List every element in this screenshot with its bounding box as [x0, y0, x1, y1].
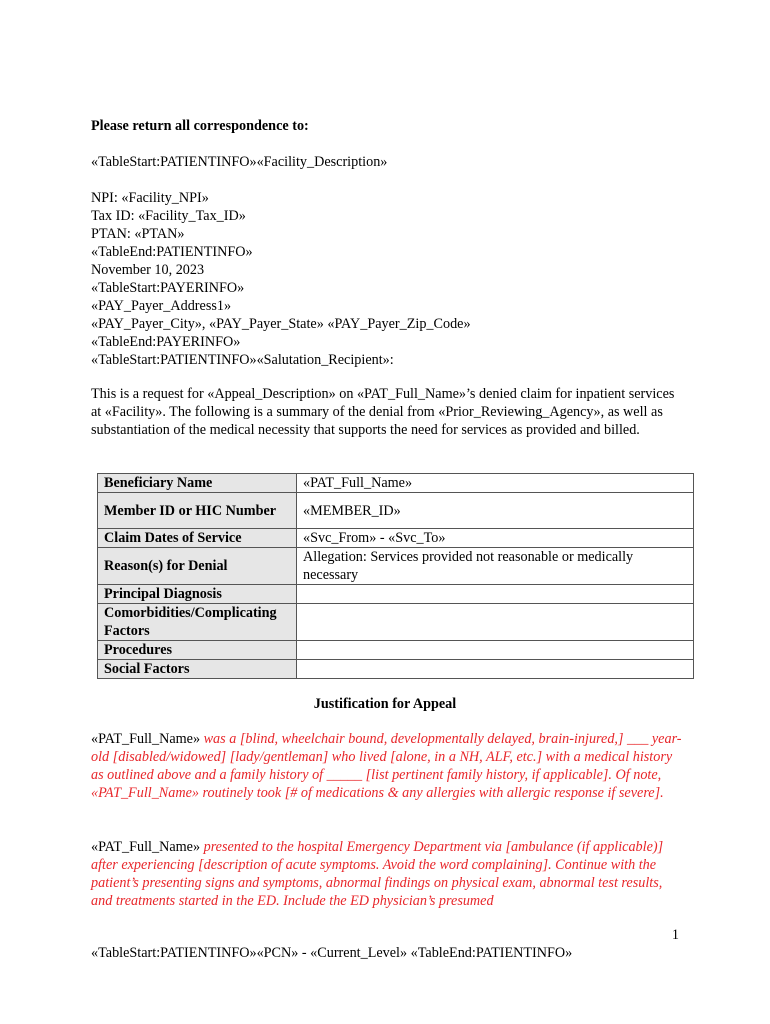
justification-paragraph-2 — [91, 838, 687, 910]
denial-summary-table — [97, 473, 694, 679]
row-value — [297, 660, 694, 679]
table-start-payerinfo: «TableStart:PAYERINFO» — [91, 280, 245, 296]
row-label: Comorbidities/Complicating Factors — [98, 604, 297, 641]
ptan-line: PTAN: «PTAN» — [91, 226, 185, 242]
row-label: Principal Diagnosis — [98, 585, 297, 604]
facility-description: «TableStart:PATIENTINFO»«Facility_Description» — [91, 154, 388, 170]
table-row — [98, 660, 694, 679]
table-row — [98, 474, 694, 493]
row-value — [297, 641, 694, 660]
table-end-payerinfo: «TableEnd:PAYERINFO» — [91, 334, 241, 350]
tax-id-line: Tax ID: «Facility_Tax_ID» — [91, 208, 246, 224]
row-label: Procedures — [98, 641, 297, 660]
return-correspondence-heading: Please return all correspondence to: — [91, 118, 309, 134]
patient-name-field: «PAT_Full_Name» — [91, 731, 201, 747]
row-value — [297, 585, 694, 604]
row-value: «Svc_From» - «Svc_To» — [297, 529, 694, 548]
instruction-text: was a [blind, wheelchair bound, developmentally delayed, brain-injured,] ___ year-old [disabled/widowed] [lady/gentleman] who lived [alone, in a NH, ALF, etc.] with a medical history as outlined above and a family history of _____ [list pertinent family history, if applicable]. Of note, «PAT_Full_Name» routinely took [# of medications & any allergies with allergic response if severe]. — [91, 731, 682, 801]
instruction-text: presented to the hospital Emergency Department via [ambulance (if applicable)] after experiencing [description of acute symptoms. Avoid the word complaining]. Continue with the patient’s presenting signs and symptoms, abnormal findings on physical exam, abnormal test results, and treatments started in the ED. Include the ED physician’s presumed — [91, 839, 664, 909]
npi-line: NPI: «Facility_NPI» — [91, 190, 209, 206]
row-label: Beneficiary Name — [98, 474, 297, 493]
table-row — [98, 641, 694, 660]
facility-block — [91, 153, 387, 171]
row-label — [98, 493, 297, 529]
row-value: «MEMBER_ID» — [297, 493, 694, 529]
table-row — [98, 548, 694, 585]
justification-title: Justification for Appeal — [313, 696, 457, 712]
intro-paragraph: This is a request for «Appeal_Description» on «PAT_Full_Name»’s denied claim for inpatient services at «Facility». The following is a summary of the denial from «Prior_Reviewing_Agency», as well as substantiation of the medical necessity that supports the need for services as provided and billed. — [91, 386, 675, 438]
row-value: Allegation: Services provided not reasonable or medically necessary — [297, 548, 694, 585]
table-row — [98, 585, 694, 604]
row-value: «PAT_Full_Name» — [297, 474, 694, 493]
payer-city-state-zip: «PAY_Payer_City», «PAY_Payer_State» «PAY_Payer_Zip_Code» — [91, 316, 471, 332]
justification-paragraph-1 — [91, 730, 687, 802]
row-label: Social Factors — [98, 660, 297, 679]
table-end-patientinfo: «TableEnd:PATIENTINFO» — [91, 244, 253, 260]
page-footer: «TableStart:PATIENTINFO»«PCN» - «Current_Level» «TableEnd:PATIENTINFO» — [91, 945, 573, 961]
table-row — [98, 493, 694, 529]
payer-address: «PAY_Payer_Address1» — [91, 298, 232, 314]
row-label: Reason(s) for Denial — [98, 548, 297, 585]
table-row — [98, 604, 694, 641]
member-id-label: Member ID or HIC Number — [104, 502, 277, 519]
address-block — [91, 189, 471, 369]
page-number: 1 — [671, 927, 679, 943]
salutation: «TableStart:PATIENTINFO»«Salutation_Recipient»: — [91, 352, 394, 368]
letter-date: November 10, 2023 — [91, 262, 205, 278]
row-value — [297, 604, 694, 641]
table-row — [98, 529, 694, 548]
patient-name-field: «PAT_Full_Name» — [91, 839, 201, 855]
row-label: Claim Dates of Service — [98, 529, 297, 548]
